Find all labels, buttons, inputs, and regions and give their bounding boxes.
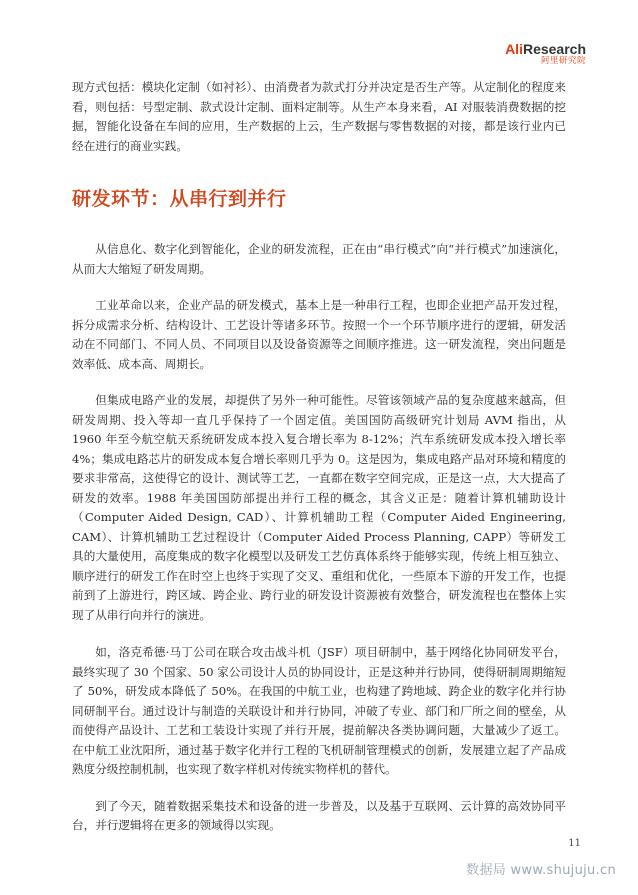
page-number: 11 (568, 838, 581, 849)
paragraph-jsf-example: 如，洛克希德·马丁公司在联合攻击战斗机（JSF）项目研制中，基于网络化协同研发平台，最终实现了 30 个国家、50 家公司设计人员的协同设计，正是这种并行协同，使得研制周期缩短了 50%，研发成本降低了 50%。在我国的中航工业，也构建了跨地域、跨企业的数字化并行协同研制平台。通过设计与制造的关联设计和并行协同，冲破了专业、部门和厂所之间的壁垒，从而使得产品设计、工艺和工装设计实现了并行开展，提前解决各类协调问题，大量减少了返工。在中航工业沈阳所，通过基于数字化并行工程的飞机研制管理模式的创新，发展建立起了产品成熟度分级控制机制，也实现了数字样机对传统实物样机的替代。 (72, 645, 566, 776)
section-heading: 研发环节：从串行到并行 (72, 188, 287, 210)
paragraph-continued: 现方式包括：模块化定制（如衬衫）、由消费者为款式打分并决定是否生产等。从定制化的程度来看，则包括：号型定制、款式设计定制、面料定制等。从生产本身来看，AI 对服装消费数据的挖掘，智能化设备在车间的应用，生产数据的上云，生产数据与零售数据的对接，都是该行业内已经在进行的商业实践。 (72, 80, 566, 153)
paragraph-conclusion: 到了今天，随着数据采集技术和设备的进一步普及，以及基于互联网、云计算的高效协同平台，并行逻辑将在更多的领域得以实现。 (72, 798, 566, 832)
watermark: 数据局 www.shujuju.cn (466, 863, 616, 878)
paragraph-serial-engineering: 工业革命以来，企业产品的研发模式，基本上是一种串行工程，也即企业把产品开发过程，拆分成需求分析、结构设计、工艺设计等诸多环节。按照一个一个环节顺序进行的逻辑，研发活动在不同部门、不同人员、不同项目以及设备资源等之间顺序推进。这一研发流程，突出问题是效率低、成本高、周期长。 (72, 298, 566, 371)
logo-cn: 阿里研究院 (540, 56, 586, 66)
aliresearch-logo (505, 42, 586, 66)
logo-ali: Ali (505, 41, 523, 57)
paragraph-intro: 从信息化、数字化到智能化，企业的研发流程，正在由“串行模式”向“并行模式”加速演化，从而大大缩短了研发周期。 (72, 242, 566, 276)
paragraph-ic-industry: 但集成电路产业的发展，却提供了另外一种可能性。尽管该领域产品的复杂度越来越高，但研发周期、投入等却一直几乎保持了一个固定值。美国国防高级研究计划局 AVM 指出，从 1960 年至今航空航天系统研发成本投入复合增长率为 8-12%；汽车系统研发成本投入增长率 4%；集成电路芯片的研发成本复合增长率则几乎为 0。这是因为，集成电路产品对环境和精度的要求非常高，这使得它的设计、测试等工艺，一直都在数字空间完成，正是这一点，大大提高了研发的效率。1988 年美国国防部提出并行工程的概念，其含义正是：随着计算机辅助设计（Computer Aided Design, CAD）、计算机辅助工程（Computer Aided Engineering, CAM）、计算机辅助工艺过程设计（Computer Aided Process Planning, CAPP）等研发工具的大量使用，高度集成的数字化模型以及研发工艺仿真体系终于能够实现，传统上相互独立、顺序进行的研发工作在时空上也终于实现了交叉、重组和优化，一些原本下游的开发工作，也提前到了上游进行，跨区域、跨企业、跨行业的研发设计资源被有效整合，研发流程也在整体上实现了从串行向并行的演进。 (72, 393, 566, 622)
page-content (72, 78, 566, 836)
logo-research: Research (522, 41, 586, 57)
